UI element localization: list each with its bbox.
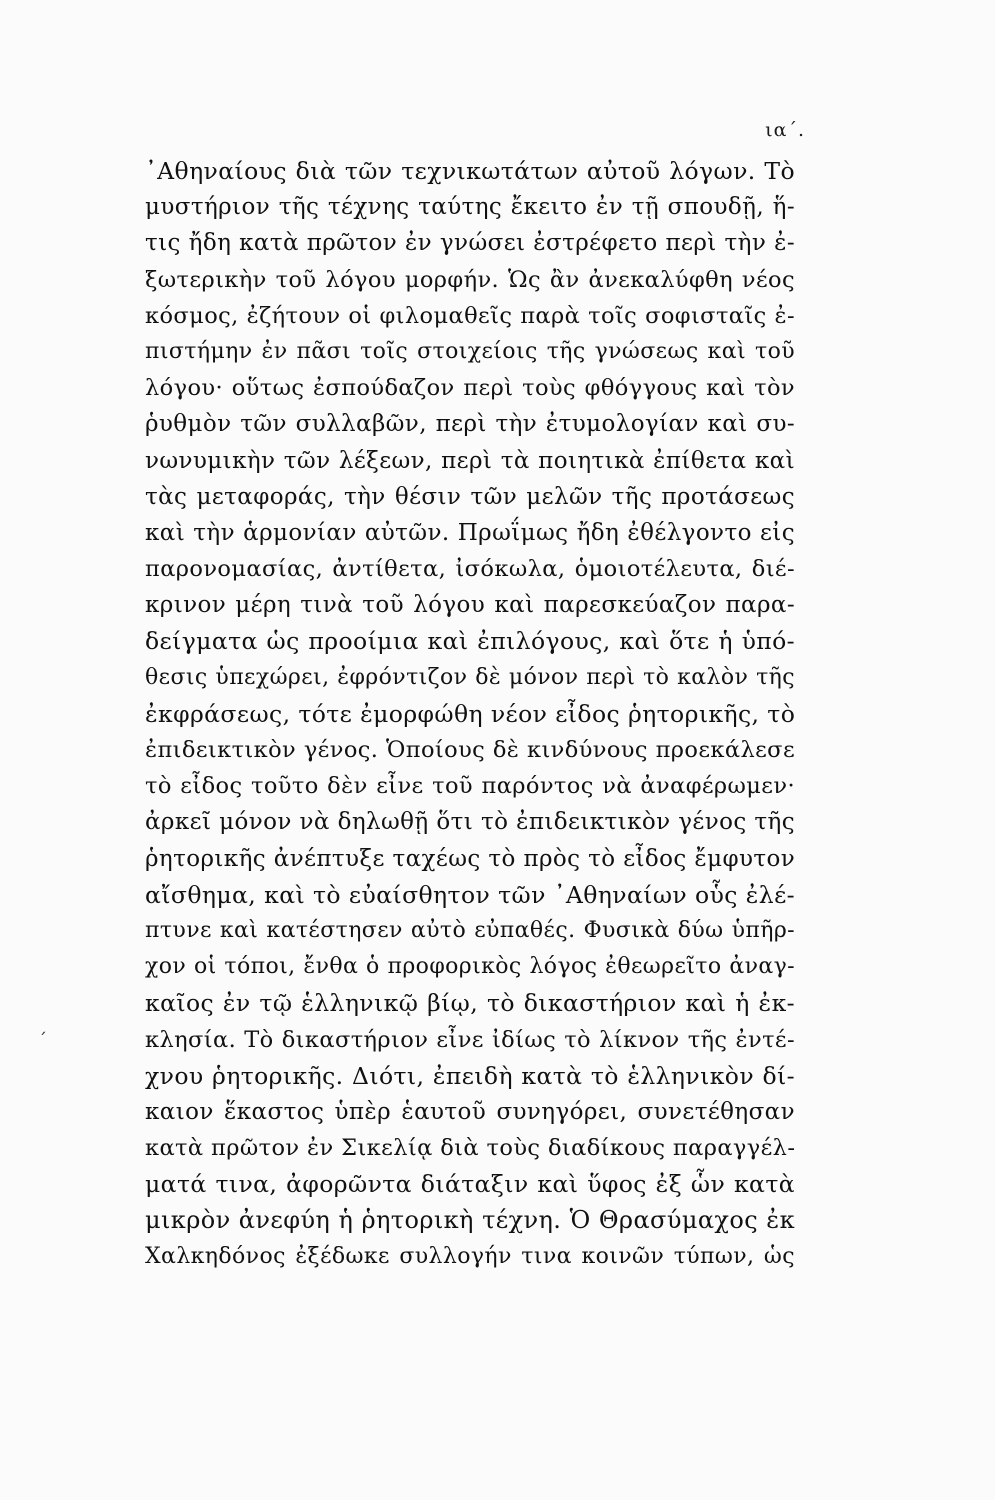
text-line: κρινον μέρη τινὰ τοῦ λόγου καὶ παρεσκεύαζον παρα- bbox=[145, 592, 795, 619]
text-line: καιον ἕκαστος ὑπὲρ ἑαυτοῦ συνηγόρει, συνετέθησαν bbox=[145, 1098, 795, 1125]
text-line: νωνυμικὴν τῶν λέξεων, περὶ τὰ ποιητικὰ ἐπίθετα καὶ bbox=[145, 447, 795, 474]
text-line: λόγου· οὕτως ἐσπούδαζον περὶ τοὺς φθόγγους καὶ τὸν bbox=[145, 375, 795, 402]
text-line: αἴσθημα, καὶ τὸ εὐαίσθητον τῶν ᾿Αθηναίων οὗς ἐλέ- bbox=[145, 880, 795, 909]
text-line: ῥητορικῆς ἀνέπτυξε ταχέως τὸ πρὸς τὸ εἶδος ἔμφυτον bbox=[145, 845, 796, 872]
text-line: τὸ εἶδος τοῦτο δὲν εἶνε τοῦ παρόντος νὰ ἀναφέρωμεν· bbox=[145, 773, 795, 800]
text-line: ἐκφράσεως, τότε ἐμορφώθη νέον εἶδος ῥητορικῆς, τὸ bbox=[145, 699, 796, 728]
text-line: τις ἤδη κατὰ πρῶτον ἐν γνώσει ἐστρέφετο περὶ τὴν ἐ- bbox=[145, 230, 795, 257]
text-line: ἐπιδεικτικὸν γένος. Ὁποίους δὲ κινδύνους προεκάλεσε bbox=[145, 737, 795, 763]
margin-mark: ´ bbox=[38, 1030, 47, 1051]
text-line: μικρὸν ἀνεφύη ἡ ῥητορικὴ τέχνη. Ὁ Θρασύμαχος ἐκ bbox=[145, 1206, 795, 1235]
text-line: δείγματα ὡς προοίμια καὶ ἐπιλόγους, καὶ ὅτε ἡ ὑπό- bbox=[145, 627, 795, 656]
text-line: θεσις ὑπεχώρει, ἐφρόντιζον δὲ μόνον περὶ τὸ καλὸν τῆς bbox=[145, 664, 795, 690]
text-line: ξωτερικὴν τοῦ λόγου μορφήν. Ὡς ἂν ἀνεκαλύφθη νέος bbox=[145, 266, 795, 293]
text-line: ῥυθμὸν τῶν συλλαβῶν, περὶ τὴν ἐτυμολογίαν καὶ συ- bbox=[145, 411, 795, 438]
text-line: χνου ῥητορικῆς. Διότι, ἐπειδὴ κατὰ τὸ ἑλληνικὸν δί- bbox=[145, 1061, 795, 1090]
text-line: κόσμος, ἐζήτουν οἱ φιλομαθεῖς παρὰ τοῖς σοφισταῖς ἐ- bbox=[145, 302, 795, 329]
text-line: μυστήριον τῆς τέχνης ταύτης ἔκειτο ἐν τῇ σπουδῇ, ἥ- bbox=[145, 194, 795, 221]
page-number: ια΄. bbox=[765, 119, 805, 141]
text-line: πτυνε καὶ κατέστησεν αὐτὸ εὐπαθές. Φυσικὰ δύω ὑπῆρ- bbox=[145, 917, 795, 943]
text-line: κλησία. Τὸ δικαστήριον εἶνε ἰδίως τὸ λίκνον τῆς ἐντέ- bbox=[145, 1026, 795, 1053]
text-line: ματά τινα, ἀφορῶντα διάταξιν καὶ ὕφος ἐξ ὧν κατὰ bbox=[145, 1170, 795, 1199]
text-line: κατὰ πρῶτον ἐν Σικελίᾳ διὰ τοὺς διαδίκους παραγγέλ- bbox=[145, 1135, 796, 1162]
text-line: ἀρκεῖ μόνον νὰ δηλωθῇ ὅτι τὸ ἐπιδεικτικὸν γένος τῆς bbox=[145, 809, 795, 836]
text-line: καὶ τὴν ἁρμονίαν αὐτῶν. Πρωΐμως ἤδη ἐθέλγοντο εἰς bbox=[145, 519, 795, 546]
text-line: χον οἱ τόποι, ἔνθα ὁ προφορικὸς λόγος ἐθεωρεῖτο ἀναγ- bbox=[145, 954, 795, 980]
text-line: καῖος ἐν τῷ ἑλληνικῷ βίῳ, τὸ δικαστήριον καὶ ἡ ἐκ- bbox=[145, 989, 795, 1018]
text-line: τὰς μεταφοράς, τὴν θέσιν τῶν μελῶν τῆς προτάσεως bbox=[145, 483, 795, 510]
text-line: ᾿Αθηναίους διὰ τῶν τεχνικωτάτων αὐτοῦ λόγων. Τὸ bbox=[145, 157, 795, 185]
text-line: παρονομασίας, ἀντίθετα, ἰσόκωλα, ὁμοιοτέλευτα, διέ- bbox=[145, 556, 795, 583]
body-text bbox=[145, 153, 795, 1275]
text-line: Χαλκηδόνος ἐξέδωκε συλλογήν τινα κοινῶν τύπων, ὡς bbox=[145, 1243, 795, 1269]
text-line: πιστήμην ἐν πᾶσι τοῖς στοιχείοις τῆς γνώσεως καὶ τοῦ bbox=[145, 338, 795, 364]
